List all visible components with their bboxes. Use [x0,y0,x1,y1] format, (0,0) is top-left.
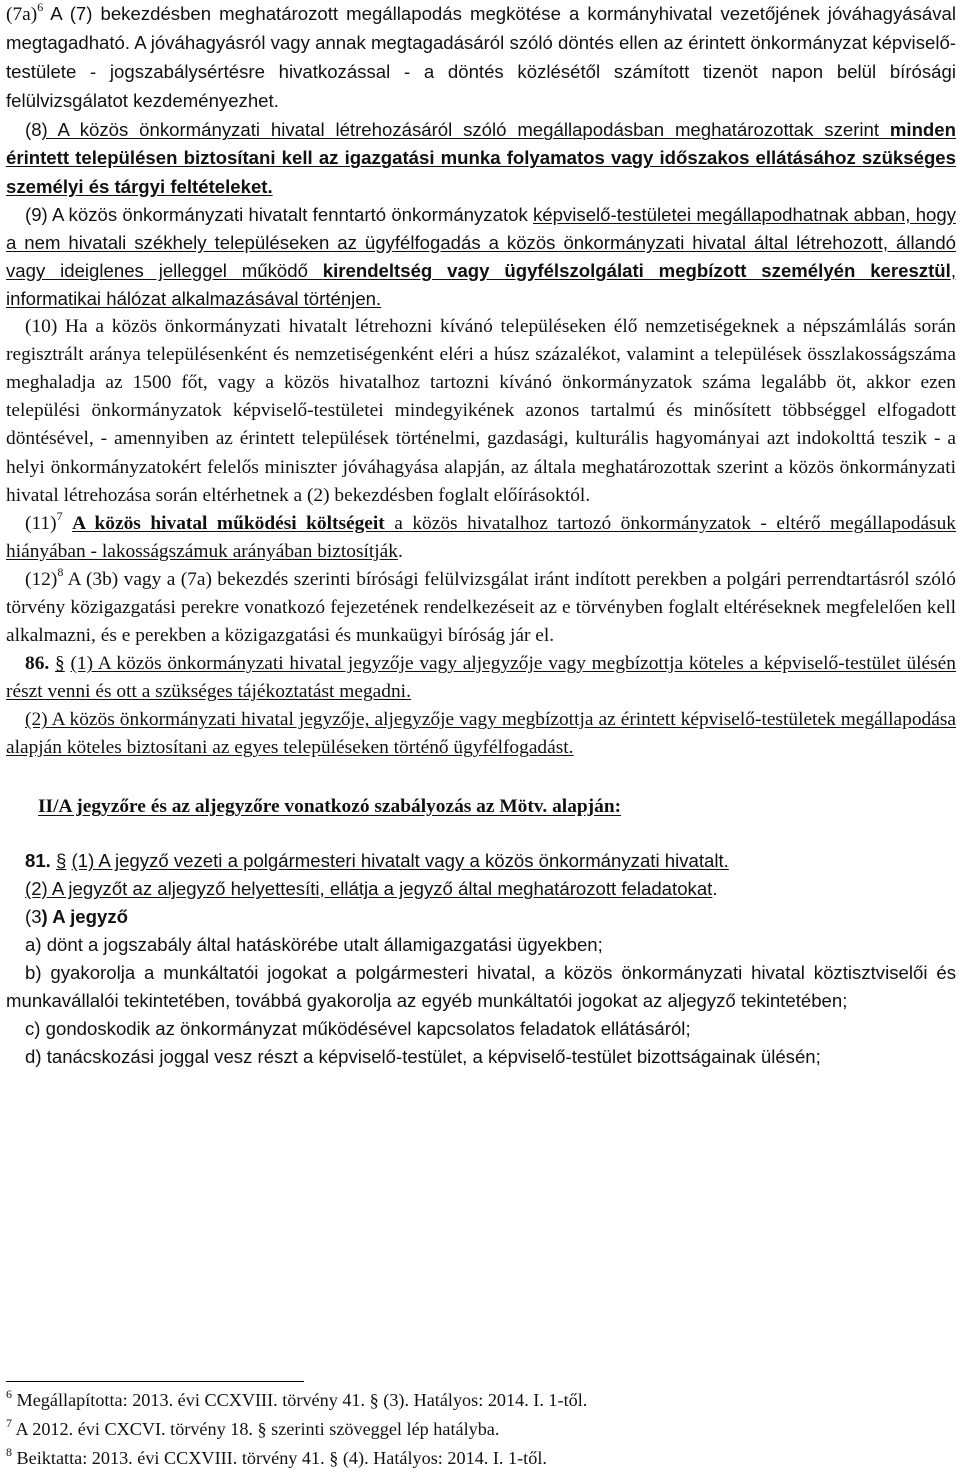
section-heading: II/A jegyzőre és az aljegyzőre vonatkozó szabályozás az Mötv. alapján: [38,795,622,817]
paragraph-number: (11) [25,512,57,534]
period: . [398,540,403,562]
paragraph-12 [6,566,956,650]
bold-text: minden érintett településen biztosítani kell az igazgatási munka folyamatos vagy időszakos ellátásához szükséges személyi és tárgyi feltételeket. [6,119,956,197]
paragraph-text: (9) A közös önkormányzati hivatalt fenntartó önkormányzatok [25,203,533,225]
paragraph-11 [6,510,956,566]
footnote-number: 7 [6,1416,12,1430]
underlined-text: (2) A jegyzőt az aljegyző helyettesíti, ellátja a jegyző által meghatározott feladatokat [25,877,713,899]
paragraph-7a [6,0,956,116]
list-item-d: d) tanácskozási joggal vesz részt a képviselő-testület, a képviselő-testület bizottságainak ülésén; [25,1046,821,1068]
paragraph-number: (3 [25,905,42,927]
underlined-text: , informatikai hálózat alkalmazásával történjen. [6,259,956,309]
paragraph-number: (12) [25,568,58,590]
footnote-ref-7[interactable]: 7 [56,508,63,523]
footnote-text: Beiktatta: 2013. évi CCXVIII. törvény 41. § (4). Hatályos: 2014. I. 1-től. [12,1448,547,1468]
footnote-6 [6,1386,956,1415]
section-number: 86. [25,653,50,675]
footnote-ref-6[interactable]: 6 [37,0,44,14]
footnote-ref-8[interactable]: 8 [57,564,64,579]
footnote-text: Megállapította: 2013. évi CCXVIII. törvény 41. § (3). Hatályos: 2014. I. 1-től. [12,1390,588,1410]
footnote-number: 6 [6,1387,12,1401]
paragraph-10: (10) Ha a közös önkormányzati hivatalt létrehozni kívánó településeken élő nemzetiségeknek a népszámlálás során regisztrált aránya településenként és nemzetiségenként eléri a húsz százalékot, valamint a települések összlakosságszáma meghaladja az 1500 főt, vagy a közös hivatalhoz tartozni kívánó önkormányzatok száma legalább öt, akkor ezen települési önkormányzatok képviselő-testületei mindegyikének azonos tartalmú és minősített többséggel elfogadott döntésével, - amennyiben az érintett települések történelmi, gazdasági, kulturális hagyományai azt indokolttá teszik - a helyi önkormányzatokért felelős miniszter jóváhagyása alapján, az általa meghatározottak szerint a közös önkormányzati hivatal létrehozása során eltérhetnek a (2) bekezdésben foglalt előírásoktól. [6,316,956,506]
list-item-a: a) dönt a jogszabály által hatáskörébe utalt államigazgatási ügyekben; [25,933,603,955]
underlined-text: képviselő-testületei megállapodhatnak abban, hogy a nem hivatali székhely településeken az ügyfélfogadás a közös önkormányzati hivatal által létrehozott, állandó vagy ideiglenes jelleggel működő [6,203,957,281]
period: . [712,877,718,899]
section-86-para-1 [6,650,956,706]
section-81-para-3 [6,903,956,931]
section-number: 81. [25,849,51,871]
footnote-text: A 2012. évi CXCVI. törvény 18. § szerinti szöveggel lép hatályba. [12,1419,500,1439]
underlined-text: a közös hivatalhoz tartozó önkormányzatok - eltérő megállapodásuk hiányában - lakosságszámuk arányában biztosítják [6,512,956,562]
bold-text: A közös hivatal működési költségeit [72,512,385,534]
underlined-text: (1) A jegyző vezeti a polgármesteri hivatalt vagy a közös önkormányzati hivatalt. [71,849,729,871]
section-81-para-1 [6,847,956,875]
list-item-c: c) gondoskodik az önkormányzat működésével kapcsolatos feladatok ellátásáról; [25,1018,691,1040]
paragraph-number: (7a) [6,4,38,25]
paragraph-9 [6,201,956,313]
footnote-number: 8 [6,1445,12,1459]
document-page [6,0,956,1071]
section-sign: § [56,849,67,871]
paragraph-number: (8 [25,119,42,141]
bold-text: kirendeltség vagy ügyfélszolgálati megbízott személyén keresztül [322,259,951,281]
paragraph-text: A (3b) vagy a (7a) bekezdés szerinti bírósági felülvizsgálat iránt indított perekben a polgári perrendtartásról szóló törvény közigazgatási perekre vonatkozó fejezetének rendelkezéseit az e törvényben foglalt eltéréseknek megfelelően kell alkalmazni, és e perekben a közigazgatási és munkaügyi bíróság jár el. [6,568,956,647]
underlined-text: (1) A közös önkormányzati hivatal jegyzője vagy aljegyzője vagy megbízottja köteles a képviselő-testület ülésén részt venni és ott a szükséges tájékoztatást megadni. [6,653,956,703]
footnotes [6,1386,956,1473]
bold-text: ) A jegyző [41,905,128,927]
section-sign: § [55,653,65,675]
footnote-7 [6,1415,956,1444]
footnote-8 [6,1444,956,1473]
list-item-b: b) gyakorolja a munkáltatói jogokat a polgármesteri hivatal, a közös önkormányzati hivatal köztisztviselői és munkavállalói tekintetében, továbbá gyakorolja az egyéb munkáltatói jogokat az aljegyző tekintetében; [6,962,956,1012]
footnote-divider [6,1381,304,1382]
paragraph-8 [6,116,956,200]
section-86-para-2: (2) A közös önkormányzati hivatal jegyzője, aljegyzője vagy megbízottja az érintett képviselő-testületek megállapodása alapján köteles biztosítani az egyes településeken történő ügyfélfogadást. [6,709,956,759]
paragraph-text: A (7) bekezdésben meghatározott megállapodás megkötése a kormányhivatal vezetőjének jóváhagyásával megtagadható. A jóváhagyásról vagy annak megtagadásáról szóló döntés ellen az érintett önkormányzat képviselő-testülete - jogszabálysértésre hivatkozással - a döntés közlésétől számított tizenöt napon belül bírósági felülvizsgálatot kezdeményezhet. [6,3,956,112]
spacer [63,513,73,534]
section-81-para-2 [6,875,956,903]
underlined-text: ) A közös önkormányzati hivatal létrehozásáról szóló megállapodásban meghatározottak szerint [41,119,890,141]
